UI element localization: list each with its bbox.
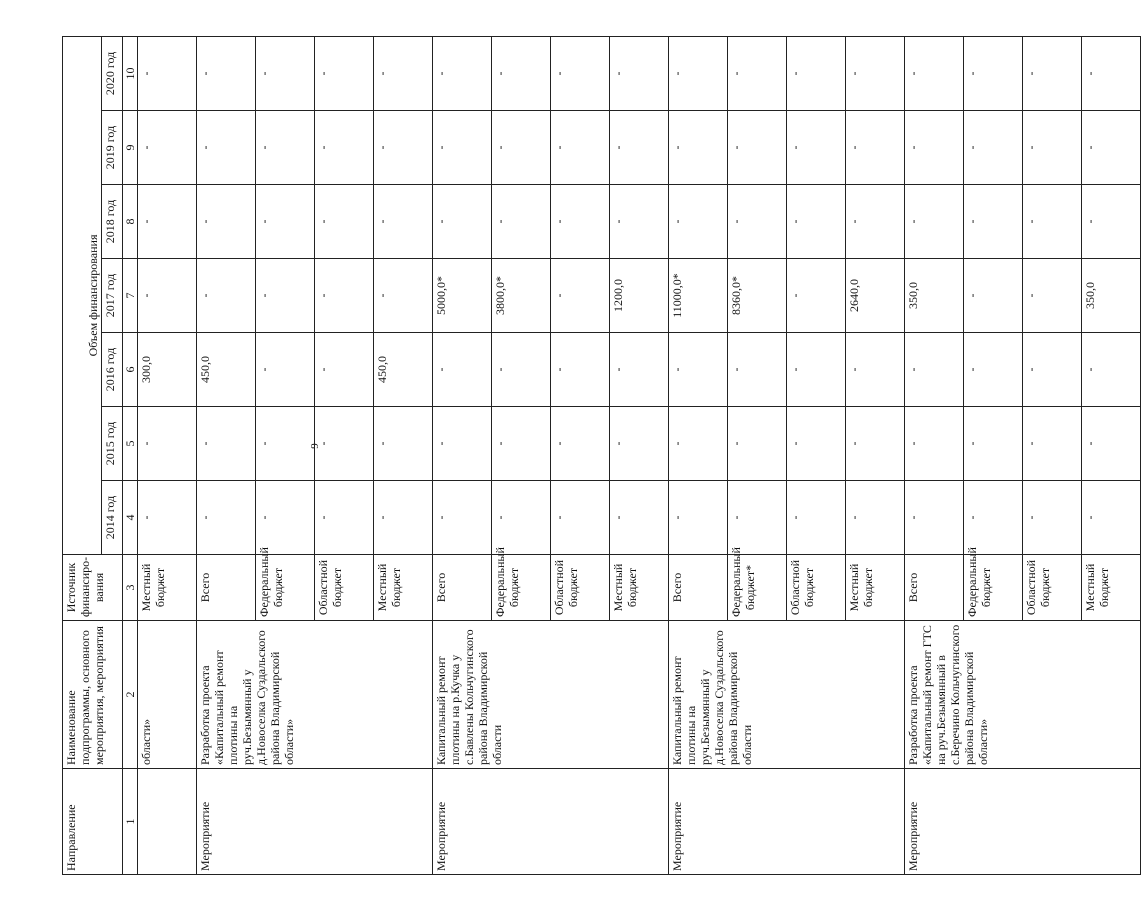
cell-value: - xyxy=(433,481,492,555)
cell-value: - xyxy=(787,259,846,333)
cell-value: - xyxy=(138,36,197,110)
cell-source: Всего xyxy=(197,555,256,621)
cell-value: 11000,0* xyxy=(669,259,728,333)
cell-value: - xyxy=(138,407,197,481)
cell-value: - xyxy=(669,407,728,481)
cell-value: - xyxy=(787,481,846,555)
cell-value: - xyxy=(551,333,610,407)
cell-value: - xyxy=(905,111,964,185)
cell-source: Всего xyxy=(905,555,964,621)
column-number: 10 xyxy=(123,36,138,110)
cell-source: Местный бюджет xyxy=(846,555,905,621)
cell-value: - xyxy=(197,111,256,185)
cell-value: - xyxy=(669,185,728,259)
cell-value: - xyxy=(315,481,374,555)
cell-source: Областной бюджет xyxy=(315,555,374,621)
table-body xyxy=(138,36,1141,874)
cell-source: Местный бюджет xyxy=(138,555,197,621)
cell-value: - xyxy=(551,185,610,259)
cell-value: 3800,0* xyxy=(492,259,551,333)
header-volume: Объем финансирования xyxy=(63,36,102,554)
cell-direction: Мероприятие xyxy=(669,769,905,875)
cell-value: - xyxy=(1023,481,1082,555)
cell-value: - xyxy=(374,111,433,185)
cell-direction: Мероприятие xyxy=(433,769,669,875)
cell-value: - xyxy=(197,185,256,259)
cell-value: - xyxy=(492,407,551,481)
cell-value: - xyxy=(846,407,905,481)
header-direction: Направление xyxy=(63,769,123,875)
cell-direction: Мероприятие xyxy=(197,769,433,875)
cell-value: - xyxy=(315,407,374,481)
cell-value: - xyxy=(728,111,787,185)
header-year: 2019 год xyxy=(102,111,123,185)
cell-value: - xyxy=(669,111,728,185)
cell-value: - xyxy=(846,185,905,259)
cell-value: 5000,0* xyxy=(433,259,492,333)
cell-value: - xyxy=(551,259,610,333)
cell-value: - xyxy=(787,111,846,185)
cell-value: - xyxy=(1023,333,1082,407)
cell-value: - xyxy=(787,333,846,407)
cell-value: - xyxy=(1023,111,1082,185)
cell-value: - xyxy=(787,36,846,110)
cell-value: - xyxy=(964,111,1023,185)
cell-value: - xyxy=(846,36,905,110)
header-year: 2014 год xyxy=(102,481,123,555)
header-year: 2020 год xyxy=(102,36,123,110)
cell-value: - xyxy=(1082,407,1141,481)
cell-value: - xyxy=(256,481,315,555)
header-year: 2016 год xyxy=(102,333,123,407)
cell-value: - xyxy=(669,481,728,555)
cell-value: - xyxy=(1082,481,1141,555)
cell-source: Федеральный бюджет xyxy=(492,555,551,621)
cell-source: Всего xyxy=(433,555,492,621)
cell-value: 450,0 xyxy=(197,333,256,407)
cell-value: - xyxy=(1082,111,1141,185)
column-number: 8 xyxy=(123,185,138,259)
header-source: Источник финансиро-вания xyxy=(63,555,123,621)
cell-value: 350,0 xyxy=(1082,259,1141,333)
cell-value: - xyxy=(138,259,197,333)
cell-value: 350,0 xyxy=(905,259,964,333)
cell-value: 1200,0 xyxy=(610,259,669,333)
cell-source: Областной бюджет xyxy=(551,555,610,621)
cell-value: - xyxy=(551,36,610,110)
cell-value: - xyxy=(610,36,669,110)
table-row xyxy=(138,36,197,874)
cell-value: - xyxy=(492,333,551,407)
financing-table xyxy=(62,36,1141,875)
cell-value: - xyxy=(492,111,551,185)
cell-value: - xyxy=(610,481,669,555)
cell-value: - xyxy=(138,111,197,185)
cell-value: - xyxy=(315,111,374,185)
cell-source: Областной бюджет xyxy=(1023,555,1082,621)
column-number: 5 xyxy=(123,407,138,481)
cell-value: 300,0 xyxy=(138,333,197,407)
cell-value: - xyxy=(138,185,197,259)
cell-value: - xyxy=(492,481,551,555)
cell-value: - xyxy=(256,111,315,185)
cell-value: - xyxy=(669,333,728,407)
cell-value: - xyxy=(197,481,256,555)
column-number: 2 xyxy=(123,621,138,769)
cell-value: - xyxy=(905,407,964,481)
cell-value: - xyxy=(610,333,669,407)
cell-value: - xyxy=(374,36,433,110)
cell-value: - xyxy=(551,481,610,555)
cell-value: - xyxy=(964,407,1023,481)
table-row xyxy=(197,36,256,874)
cell-source: Областной бюджет xyxy=(787,555,846,621)
header-year: 2018 год xyxy=(102,185,123,259)
cell-value: - xyxy=(315,259,374,333)
header-name: Наименование подпрограммы, основного мероприятия, мероприятия xyxy=(63,621,123,769)
cell-value: - xyxy=(905,36,964,110)
cell-event-name: Капитальный ремонт плотины на руч.Безымянный у д.Новоселка Суздальского района Владимирской области xyxy=(669,621,905,769)
cell-value: - xyxy=(374,481,433,555)
cell-value: - xyxy=(374,185,433,259)
column-number: 9 xyxy=(123,111,138,185)
cell-source: Федеральный бюджет* xyxy=(728,555,787,621)
cell-value: - xyxy=(315,333,374,407)
cell-value: 8360,0* xyxy=(728,259,787,333)
column-number: 4 xyxy=(123,481,138,555)
cell-source: Местный бюджет xyxy=(374,555,433,621)
cell-value: - xyxy=(846,111,905,185)
financing-table-sheet xyxy=(62,37,1111,875)
cell-value: - xyxy=(197,259,256,333)
cell-value: - xyxy=(1023,36,1082,110)
cell-value: - xyxy=(905,185,964,259)
cell-value: - xyxy=(492,185,551,259)
cell-event-name: Капитальный ремонт плотины на р.Кучка у с.Бавлены Кольчугинского района Владимирской области xyxy=(433,621,669,769)
cell-value: - xyxy=(315,185,374,259)
cell-value: - xyxy=(846,333,905,407)
cell-value: - xyxy=(315,36,374,110)
column-number: 6 xyxy=(123,333,138,407)
cell-value: - xyxy=(256,185,315,259)
cell-value: - xyxy=(728,333,787,407)
cell-value: - xyxy=(256,259,315,333)
column-number: 3 xyxy=(123,555,138,621)
cell-value: - xyxy=(256,36,315,110)
cell-value: - xyxy=(964,259,1023,333)
header-year: 2017 год xyxy=(102,259,123,333)
cell-value: - xyxy=(846,481,905,555)
cell-value: - xyxy=(433,185,492,259)
cell-value: - xyxy=(964,333,1023,407)
cell-value: - xyxy=(964,481,1023,555)
cell-source: Всего xyxy=(669,555,728,621)
cell-value: - xyxy=(728,481,787,555)
cell-value: - xyxy=(374,259,433,333)
cell-value: - xyxy=(669,36,728,110)
cell-value: 450,0 xyxy=(374,333,433,407)
cell-value: - xyxy=(1082,185,1141,259)
cell-event-name: Разработка проекта «Капитальный ремонт плотины на руч.Безымянный у д.Новоселка Суздальского района Владимирской области» xyxy=(197,621,433,769)
column-number: 1 xyxy=(123,769,138,875)
cell-direction xyxy=(138,769,197,875)
cell-value: - xyxy=(256,333,315,407)
cell-value: - xyxy=(1082,36,1141,110)
cell-value: - xyxy=(551,407,610,481)
cell-value: - xyxy=(1023,407,1082,481)
cell-value: - xyxy=(964,185,1023,259)
cell-value: - xyxy=(787,407,846,481)
cell-value: - xyxy=(433,333,492,407)
cell-direction: Мероприятие xyxy=(905,769,1141,875)
cell-value: - xyxy=(433,111,492,185)
cell-value: - xyxy=(1023,259,1082,333)
cell-value: - xyxy=(138,481,197,555)
cell-source: Федеральный бюджет xyxy=(964,555,1023,621)
cell-value: - xyxy=(610,111,669,185)
header-year: 2015 год xyxy=(102,407,123,481)
cell-value: - xyxy=(433,36,492,110)
cell-value: - xyxy=(728,407,787,481)
column-number: 7 xyxy=(123,259,138,333)
cell-value: - xyxy=(905,481,964,555)
cell-value: - xyxy=(551,111,610,185)
cell-event-name: области» xyxy=(138,621,197,769)
cell-value: - xyxy=(964,36,1023,110)
cell-value: - xyxy=(374,407,433,481)
cell-value: - xyxy=(610,407,669,481)
cell-value: - xyxy=(905,333,964,407)
cell-value: - xyxy=(728,36,787,110)
cell-value: - xyxy=(433,407,492,481)
cell-value: - xyxy=(197,36,256,110)
table-row xyxy=(905,36,964,874)
cell-event-name: Разработка проекта «Капитальный ремонт ГТС на руч.Безымянный в с.Беречино Кольчугинского района Владимирской области» xyxy=(905,621,1141,769)
cell-value: - xyxy=(256,407,315,481)
cell-value: 2640,0 xyxy=(846,259,905,333)
cell-source: Местный бюджет xyxy=(610,555,669,621)
cell-value: - xyxy=(610,185,669,259)
page-number: 9 xyxy=(308,443,321,449)
cell-value: - xyxy=(197,407,256,481)
cell-value: - xyxy=(787,185,846,259)
table-row xyxy=(669,36,728,874)
cell-value: - xyxy=(1082,333,1141,407)
cell-source: Местный бюджет xyxy=(1082,555,1141,621)
table-row xyxy=(433,36,492,874)
cell-source: Федеральный бюджет xyxy=(256,555,315,621)
cell-value: - xyxy=(728,185,787,259)
cell-value: - xyxy=(1023,185,1082,259)
cell-value: - xyxy=(492,36,551,110)
